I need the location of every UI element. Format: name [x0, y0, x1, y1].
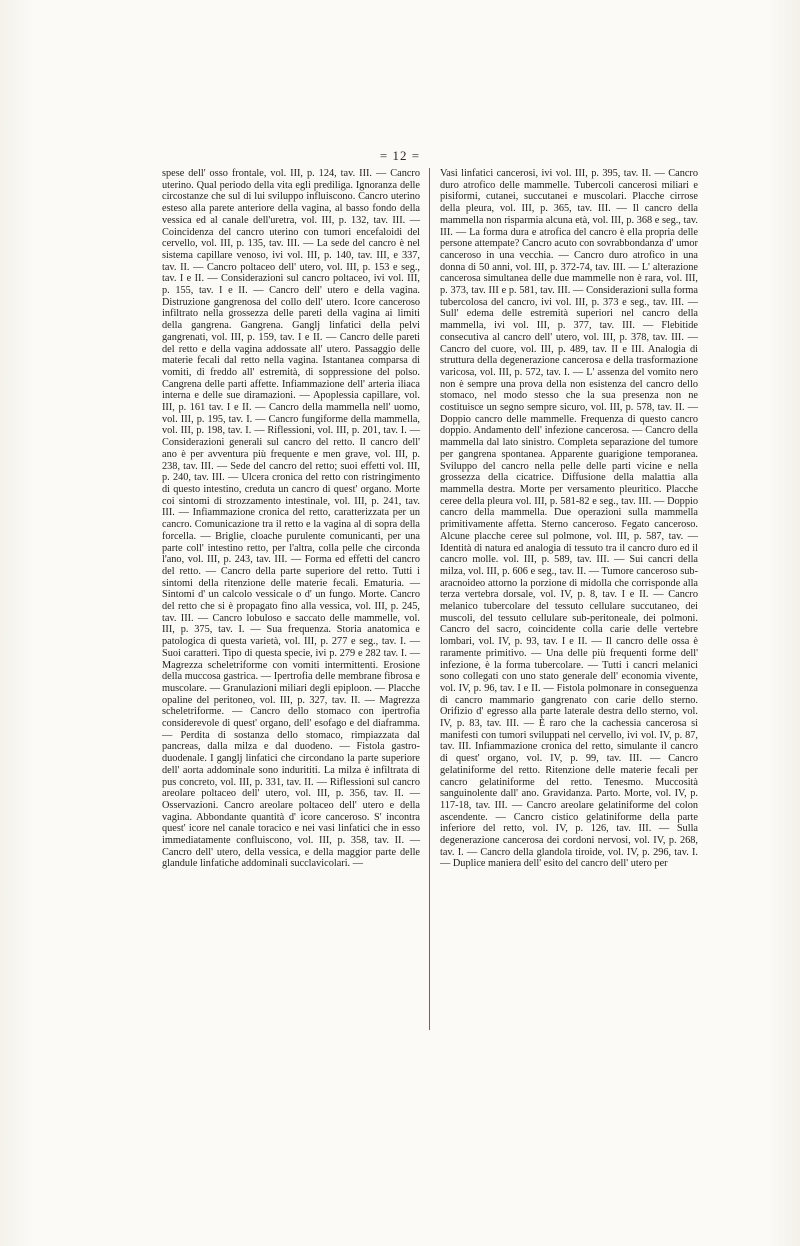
column-divider — [429, 168, 430, 1030]
left-column-text: spese dell' osso frontale, vol. III, p. 124, tav. III. — Cancro uterino. Qual periodo della vita egli prediliga. Ignoranza delle circostanze che sul di lui sviluppo influiscono. Cancro uterino esteso alla parete anteriore della vagina, al basso fondo della vessica ed al canale dell'uretra, vol. III, p. 132, tav. III. — Coincidenza del cancro uterino con tumori encefaloidi del cervello, vol. III, p. 135, tav. III. — La sede del cancro è nel sistema capillare venoso, ivi vol. III, p. 140, tav. III, e 337, tav. II. — Cancro poltaceo dell' utero, vol. III, p. 153 e seg., tav. I e II. — Considerazioni sul cancro poltaceo, ivi vol. III, p. 155, tav. I e II. — Cancro dell' utero e della vagina. Distruzione gangrenosa del collo dell' utero. Icore canceroso infiltrato nella grossezza delle pareti della vagina ai limiti della gangrena. Gangrena. Ganglj linfatici della pelvi gangrenati, vol. III, p. 159, tav. I e II. — Cancro delle pareti del retto e della vagina addossate all' utero. Passaggio delle materie fecali dal retto nella vagina. Istantanea comparsa di vomiti, di freddo all' estremità, di soppressione del polso. Cangrena delle parti affette. Infiammazione dell' arteria iliaca interna e delle sue diramazioni. — Apoplessia capillare, vol. III, p. 161 tav. I e II. — Cancro della mammella nell' uomo, vol. III, p. 195, tav. I. — Cancro fungiforme della mammella, vol. III, p. 198, tav. I. — Riflessioni, vol. III, p. 201, tav. I. — Considerazioni generali sul cancro del retto. Il cancro dell' ano è per avventura più frequente e men grave, vol. III, p. 238, tav. III. — Sede del cancro del retto; suoi effetti vol. III, p. 240, tav. III. — Ulcera cronica del retto con ristringimento di questo intestino, creduta un cancro di quest' organo. Morte coi sintomi di strozzamento intestinale, vol. III, p. 241, tav. III. — Infiammazione cronica del retto, caratterizzata per un cancro. Comunicazione tra il retto e la vagina al di sopra della forcella. — Briglie, cloache purulente comunicanti, per una parte coll' intestino retto, per l'altra, colla pelle che circonda l'ano, vol. III, p. 243, tav. III. — Forma ed effetti del cancro del retto. — Cancro della parte superiore del retto. Tutti i sintomi della ritenzione delle materie fecali. Ematuria. — Sintomi d' un calcolo vessicale o d' un fungo. Morte. Cancro del retto che si è propagato fino alla vessica, vol. III, p. 245, tav. III. — Cancro lobuloso e saccato delle mammelle, vol. III, p. 375, tav. I. — Sua frequenza. Storia anatomica e patologica di questa varietà, vol. III, p. 277 e seg., tav. I. — Suoi caratteri. Tipo di questa specie, ivi p. 279 e 282 tav. I. — Magrezza scheletriforme con vomiti intermittenti. Erosione della muccosa gastrica. — Ipertrofia delle membrane fibrosa e muscolare. — Granulazioni miliari degli epiploon. — Placche opaline del peritoneo, vol. III, p. 327, tav. II. — Magrezza scheletriforme. — Cancro dello stomaco con ipertrofia considerevole di quest' organo, dell' esofago e del diaframma. — Perdita di sostanza dello stomaco, rimpiazzata dal pancreas, dalla milza e dal duodeno. — Fistola gastro-duodenale. I ganglj linfatici che circondano la parte superiore dell' aorta addominale sono indurititi. La milza è infiltrata di pus concreto, vol. III, p. 331, tav. II. — Riflessioni sul cancro areolare poltaceo dell' utero, vol. III, p. 356, tav. II. — Osservazioni. Cancro areolare poltaceo dell' utero e della vagina. Abbondante quantità d' icore canceroso. S' incontra quest' icore nel canale toracico e nei vasi linfatici che in esso immediatamente confluiscono, vol. III, p. 358, tav. II. — Cancro dell' utero, della vessica, e della maggior parte delle glandule linfatiche addominali succlavicolari. — — [162, 168, 420, 870]
page-number: = 12 = — [379, 148, 421, 163]
right-column-text: Vasi linfatici cancerosi, ivi vol. III, p. 395, tav. II. — Cancro duro atrofico delle mammelle. Tubercoli cancerosi miliari e pisiformi, cutanei, succutanei e muscolari. Placche cirrose della pleura, vol. III, p. 365, tav. III. — Il cancro della mammella non risparmia alcuna età, vol. III, p. 368 e seg., tav. III. — La forma dura e atrofica del cancro è ella propria delle persone attempate? Cancro acuto con sovrabbondanza d' umor canceroso in una vecchia. — Cancro duro atrofico in una donna di 50 anni, vol. III, p. 372-74, tav. III. — L' alterazione cancerosa simultanea delle due mammelle non è rara, vol. III, p. 373, tav. III e p. 581, tav. III. — Considerazioni sulla forma tubercolosa del cancro, ivi vol. III, p. 373 e seg., tav. III. — Sull' edema delle estremità superiori nel cancro della mammella, ivi vol. III, p. 377, tav. III. — Flebitide consecutiva al cancro dell' utero, vol. III, p. 378, tav. III. — Cancro del cuore, vol. III, p. 489, tav. II e III. Analogia di struttura della degenerazione cancerosa e della trasformazione varicosa, vol. III, p. 572, tav. I. — L' assenza del vomito nero non è sempre una prova della non esistenza del cancro dello stomaco, nel modo stesso che la sua presenza non ne costituisce un segno sempre sicuro, vol. III, p. 578, tav. II. — Doppio cancro delle mammelle. Frequenza di questo cancro doppio. Andamento dell' infezione cancerosa. — Cancro della mammella dal lato sinistro. Completa separazione del tumore per gangrena spontanea. Apparente guarigione temporanea. Sviluppo del cancro nella pelle delle parti vicine e nella grossezza della cicatrice. Diffusione della malattia alla mammella destra. Morte per versamento pleuritico. Placche ceree della pleura vol. III, p. 581-82 e seg., tav. III. — Doppio cancro della mammella. Due operazioni sulla mammella primitivamente affetta. Sterno canceroso. Fegato canceroso. Alcune placche ceree sul polmone, vol. III, p. 587, tav. — Identità di natura ed analogia di tessuto tra il cancro duro ed il cancro molle. vol. III, p. 589, tav. III. — Sui cancri della milza, vol. III, p. 606 e seg., tav. II. — Tumore canceroso sub-aracnoideo attorno la porzione di midolla che corrisponde alla terza vertebra dorsale, vol. IV, p. 8, tav. I e II. — Cancro melanico tubercolare del tessuto cellulare succutaneo, dei muscoli, del tessuto cellulare sub-peritoneale, dei polmoni. Cancro del sacro, coincidente colla carie delle vertebre lombari, vol. IV, p. 93, tav. I e II. — Il cancro delle ossa è raramente primitivo. — Una delle più frequenti forme dell' infezione, è la forma tubercolare. — Tutti i cancri melanici sono collegati con uno stato generale dell' economia vivente, vol. IV, p. 96, tav. I e II. — Fistola polmonare in conseguenza di cancro mammario gangrenato con carie dello sterno. Orifizio d' egresso alla parte laterale destra dello sterno, vol. IV, p. 83, tav. III. — È raro che la cachessia cancerosa si manifesti con tumori sviluppati nel cervello, ivi vol. IV, p. 87, tav. III. Infiammazione cronica del retto, simulante il cancro di quest' organo, vol. IV, p. 99, tav. III. — Cancro gelatiniforme del retto. Ritenzione delle materie fecali per cancro gelatiniforme del retto. Tenesmo. Muccosità sanguinolente dall' ano. Gravidanza. Parto. Morte, vol. IV, p. 117-18, tav. III. — Cancro areolare gelatiniforme del colon ascendente. — Cancro cistico gelatiniforme della parte inferiore del retto, vol. IV, p. 126, tav. III. — Sulla degenerazione cancerosa dei cordoni nervosi, vol. IV, p. 268, tav. I. — Cancro della glandola tiroide, vol. IV, p. 296, tav. I. — Duplice maniera dell' esito del cancro dell' utero per — [440, 168, 698, 870]
right-text-column — [440, 168, 698, 870]
left-text-column — [162, 168, 420, 870]
